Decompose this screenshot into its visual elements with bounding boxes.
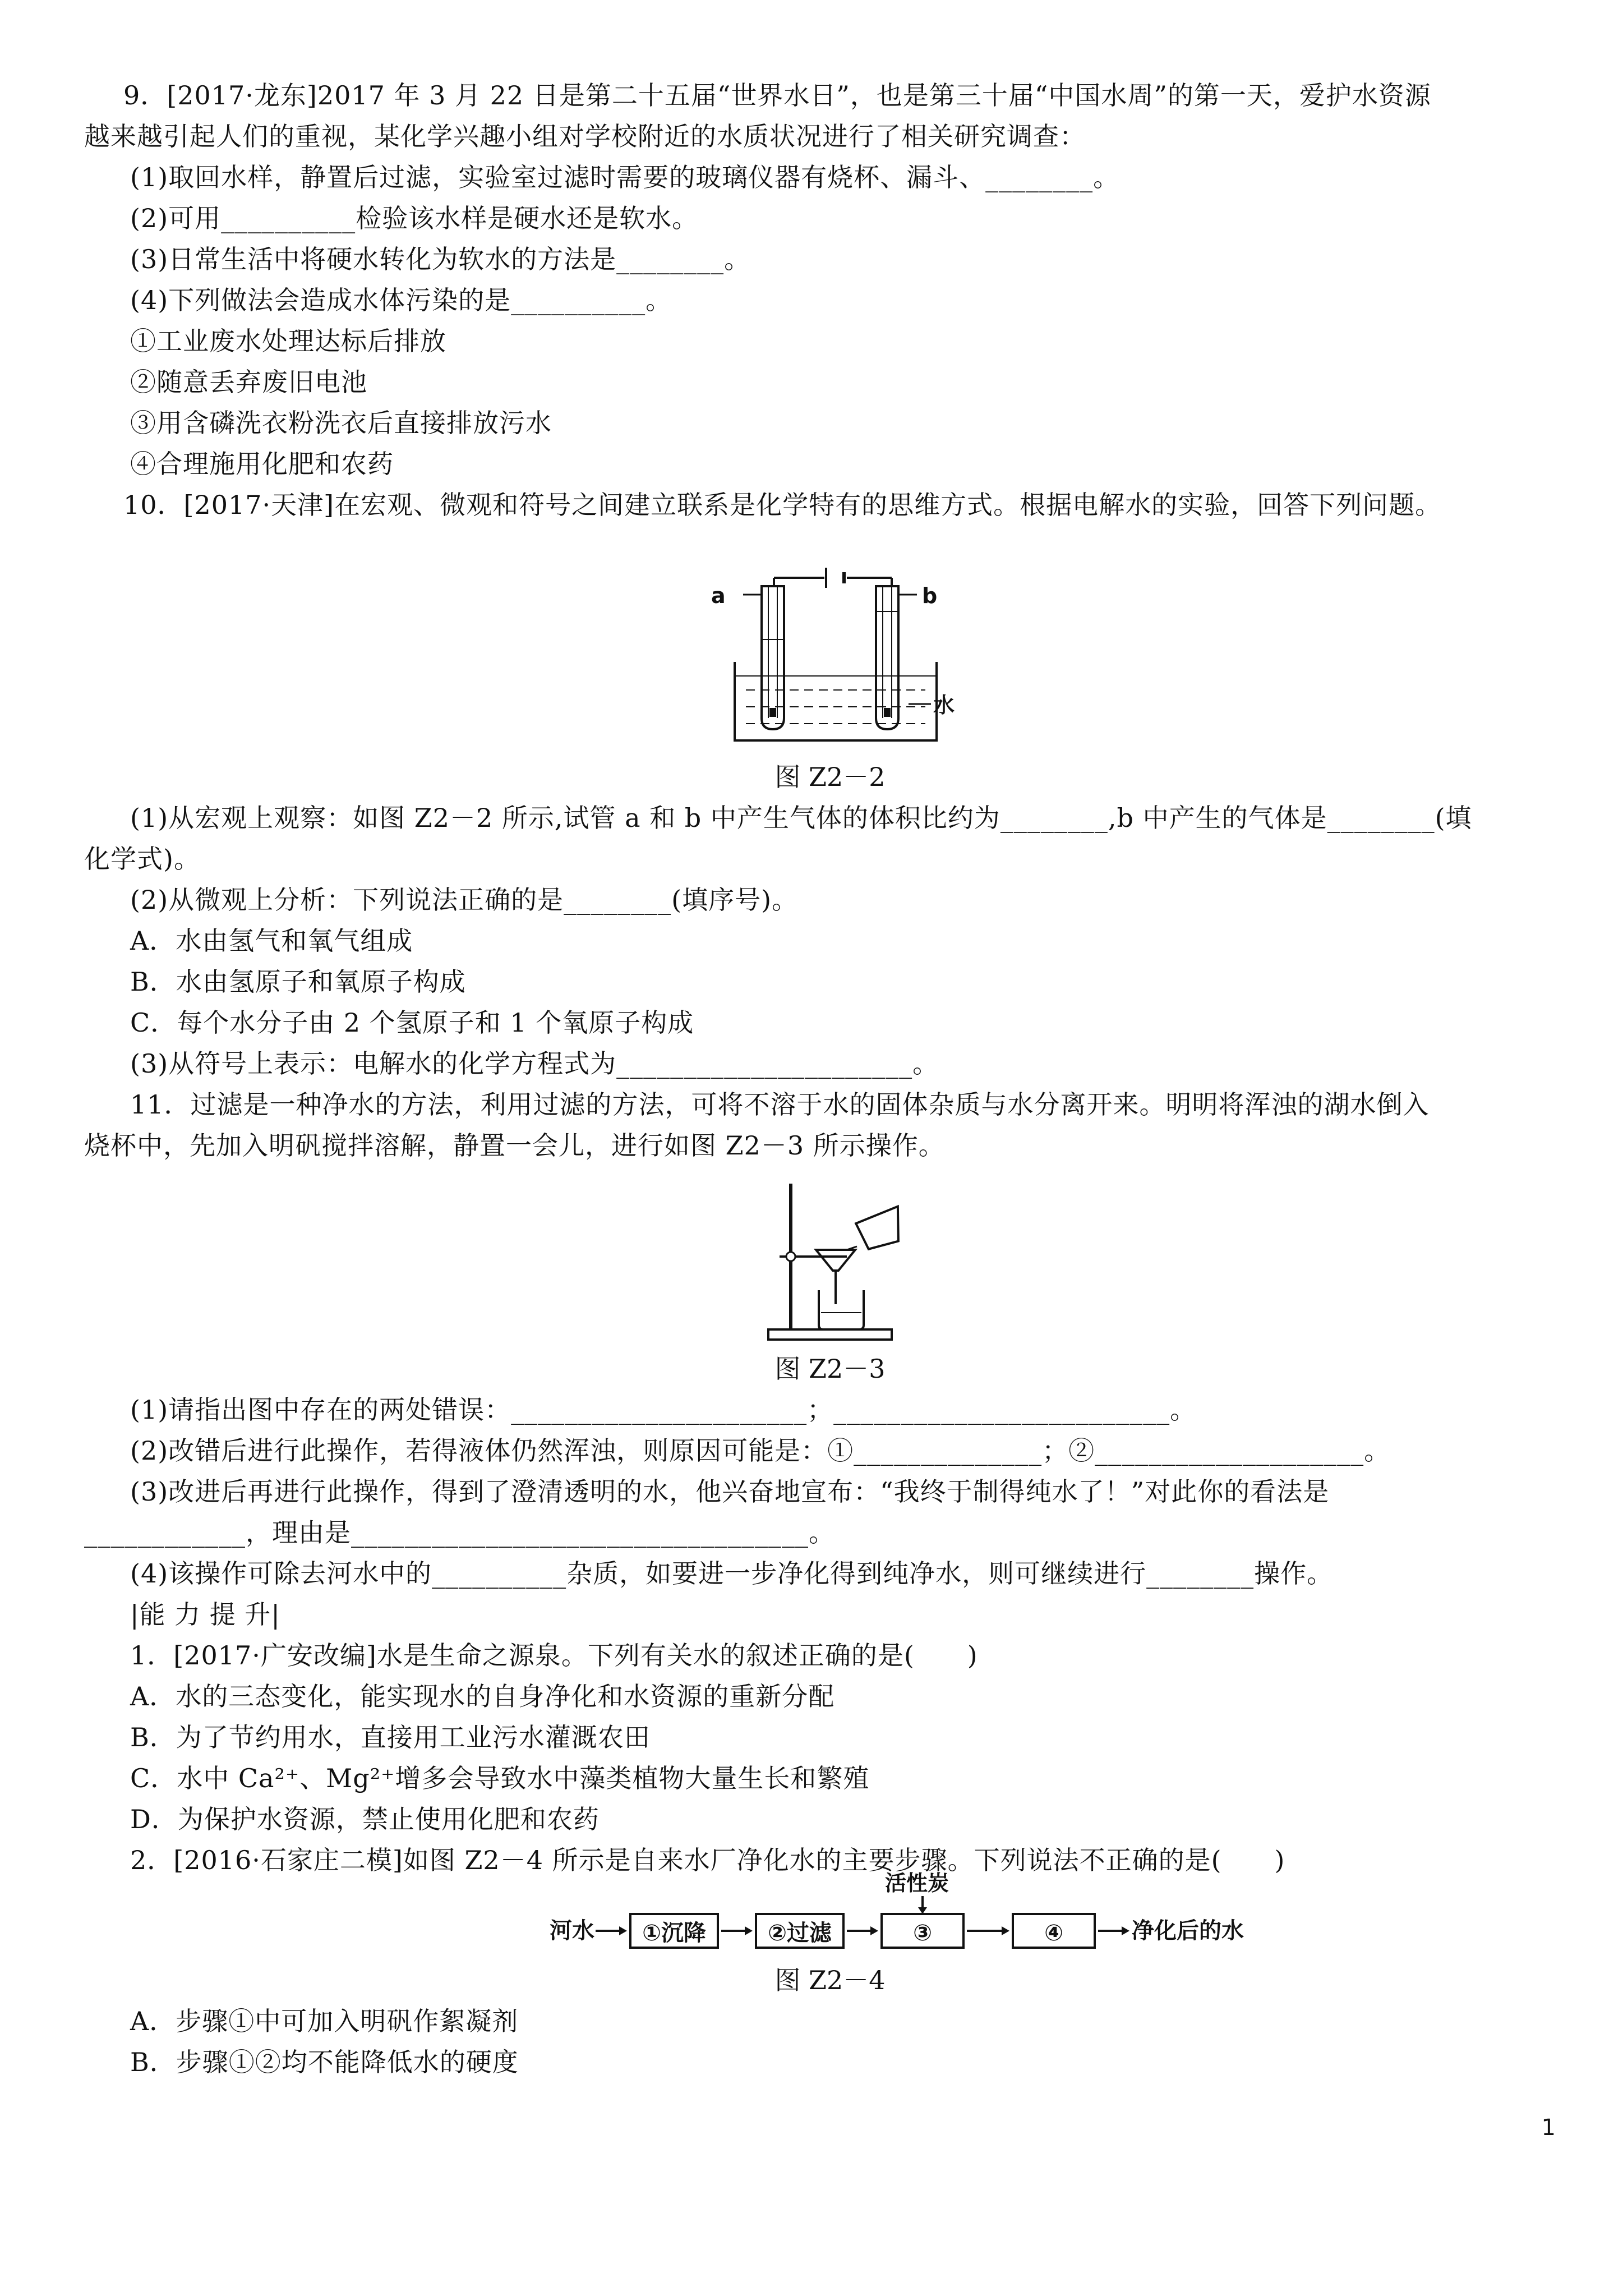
q10-option-a: A．水由氢气和氧气组成 <box>130 926 413 956</box>
arrow-right-icon <box>720 1918 754 1943</box>
fig2-label-water: 水 <box>933 693 955 717</box>
p2-stem: 2．[2016·石家庄二模]如图 Z2－4 所示是自来水厂净化水的主要步骤。下列说法不正确的是( ) <box>130 1845 1285 1875</box>
arrow-right-icon <box>1097 1918 1131 1943</box>
q9-sub3: (3)日常生活中将硬水转化为软水的方法是________。 <box>130 244 751 274</box>
q10-sub1-line2: 化学式)。 <box>84 844 200 874</box>
q11-sub3-line1: (3)改进后再进行此操作，得到了澄清透明的水，他兴奋地宣布：“我终于制得纯水了！”对此你的看法是 <box>130 1476 1330 1507</box>
q9-sub4: (4)下列做法会造成水体污染的是__________。 <box>130 285 672 315</box>
q9-option1: ①工业废水处理达标后排放 <box>130 326 446 356</box>
q11-sub4: (4)该操作可除去河水中的__________杂质，如要进一步净化得到纯净水，则可继续进行________操作。 <box>130 1558 1334 1589</box>
section-heading: |能 力 提 升| <box>130 1599 280 1630</box>
flow-box-2: ②过滤 <box>755 1913 845 1949</box>
q9-line1: 9．[2017·龙东]2017 年 3 月 22 日是第二十五届“世界水日”，也是第三十届“中国水周”的第一天，爱护水资源 <box>123 80 1431 111</box>
page-number: 1 <box>1541 2115 1556 2141</box>
q9-line2: 越来越引起人们的重视，某化学兴趣小组对学校附近的水质状况进行了相关研究调查： <box>84 121 1086 151</box>
arrow-right-icon <box>966 1918 1011 1943</box>
fig2-label-b: b <box>922 583 938 608</box>
arrow-down-icon <box>911 1896 934 1915</box>
q9-option3: ③用含磷洗衣粉洗衣后直接排放污水 <box>130 408 552 438</box>
p2-option-b: B．步骤①②均不能降低水的硬度 <box>130 2047 519 2077</box>
flow-above-3: 活性炭 <box>885 1871 949 1895</box>
p1-option-b: B．为了节约用水，直接用工业污水灌溉农田 <box>130 1722 651 1752</box>
q10-line1: 10．[2017·天津]在宏观、微观和符号之间建立联系是化学特有的思维方式。根据电解水的实验，回答下列问题。 <box>123 490 1442 520</box>
q10-option-c: C．每个水分子由 2 个氢原子和 1 个氧原子构成 <box>130 1007 694 1038</box>
q11-line1: 11．过滤是一种净水的方法，利用过滤的方法，可将不溶于水的固体杂质与水分离开来。明明将浑浊的湖水倒入 <box>130 1089 1430 1120</box>
p1-stem: 1．[2017·广安改编]水是生命之源泉。下列有关水的叙述正确的是( ) <box>130 1640 978 1671</box>
arrow-right-icon <box>846 1918 879 1943</box>
q10-sub3: (3)从符号上表示：电解水的化学方程式为______________________。 <box>130 1048 939 1079</box>
fig3-caption: 图 Z2－3 <box>774 1354 886 1384</box>
electrolysis-apparatus-figure <box>723 561 948 746</box>
fig4-caption: 图 Z2－4 <box>774 1965 886 1995</box>
q9-option2: ②随意丢弃废旧电池 <box>130 367 367 397</box>
flow-end: 净化后的水 <box>1132 1918 1244 1944</box>
q11-sub2: (2)改错后进行此操作，若得液体仍然浑浊，则原因可能是：①______________；②____________________。 <box>130 1435 1391 1466</box>
q9-sub1: (1)取回水样，静置后过滤，实验室过滤时需要的玻璃仪器有烧杯、漏斗、________。 <box>130 162 1120 192</box>
p1-option-d: D．为保护水资源，禁止使用化肥和农药 <box>130 1804 600 1834</box>
q10-option-b: B．水由氢原子和氧原子构成 <box>130 967 466 997</box>
p1-option-c: C．水中 Ca²⁺、Mg²⁺增多会导致水中藻类植物大量生长和繁殖 <box>130 1763 870 1793</box>
q9-option4: ④合理施用化肥和农药 <box>130 449 394 479</box>
q10-sub1-line1: (1)从宏观上观察：如图 Z2－2 所示,试管 a 和 b 中产生气体的体积比约为________,b 中产生的气体是________(填 <box>130 803 1472 833</box>
p1-option-a: A．水的三态变化，能实现水的自身净化和水资源的重新分配 <box>130 1681 835 1711</box>
filtration-setup-figure <box>763 1178 920 1346</box>
flow-box-4: ④ <box>1012 1913 1096 1949</box>
q11-sub3-line2: ____________，理由是__________________________________。 <box>84 1517 835 1548</box>
p2-option-a: A．步骤①中可加入明矾作絮凝剂 <box>130 2006 519 2036</box>
q10-sub2: (2)从微观上分析：下列说法正确的是________(填序号)。 <box>130 885 799 915</box>
flow-box-3: ③ <box>880 1913 965 1949</box>
fig2-caption: 图 Z2－2 <box>774 762 886 792</box>
q9-sub2: (2)可用__________检验该水样是硬水还是软水。 <box>130 203 699 233</box>
flow-box-1: ①沉降 <box>629 1913 719 1949</box>
arrow-right-icon <box>594 1918 628 1943</box>
flow-start: 河水 <box>550 1918 594 1944</box>
fig2-label-a: a <box>711 583 726 608</box>
q11-sub1: (1)请指出图中存在的两处错误：______________________；_________________________。 <box>130 1395 1197 1425</box>
q11-line2: 烧杯中，先加入明矾搅拌溶解，静置一会儿，进行如图 Z2－3 所示操作。 <box>84 1130 945 1161</box>
